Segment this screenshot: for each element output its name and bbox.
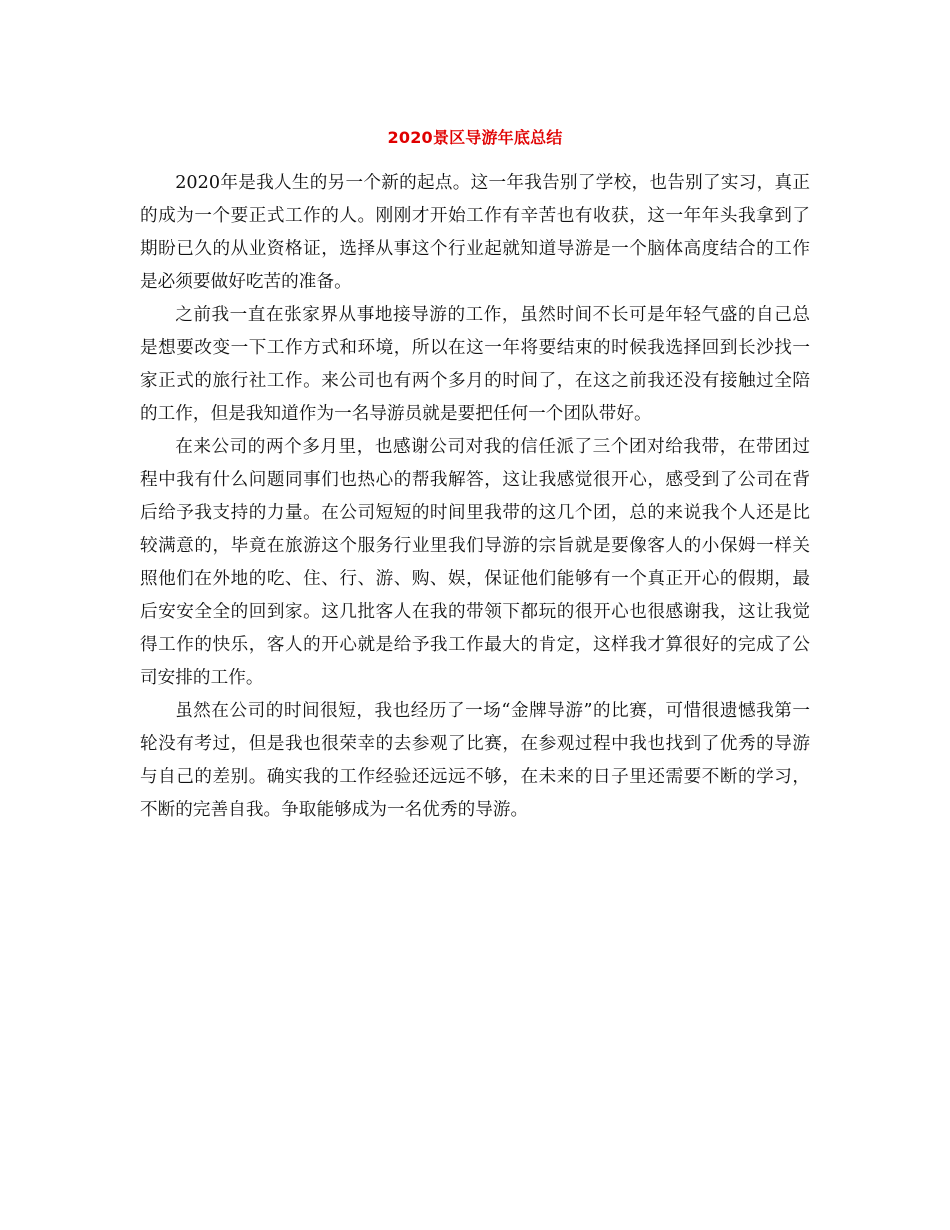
paragraph-3: 在来公司的两个多月里，也感谢公司对我的信任派了三个团对给我带，在带团过程中我有什么问题同事们也热心的帮我解答，这让我感觉很开心，感受到了公司在背后给予我支持的力量。在公司短短的时间里我带的这几个团，总的来说我个人还是比较满意的，毕竟在旅游这个服务行业里我们导游的宗旨就是要像客人的小保姆一样关照他们在外地的吃、住、行、游、购、娱，保证他们能够有一个真正开心的假期，最后安安全全的回到家。这几批客人在我的带领下都玩的很开心也很感谢我，这让我觉得工作的快乐，客人的开心就是给予我工作最大的肯定，这样我才算很好的完成了公司安排的工作。 (140, 437, 810, 688)
paragraph-4: 虽然在公司的时间很短，我也经历了一场“金牌导游”的比赛，可惜很遗憾我第一轮没有考过，但是我也很荣幸的去参观了比赛，在参观过程中我也找到了优秀的导游与自己的差别。确实我的工作经验还远远不够，在未来的日子里还需要不断的学习，不断的完善自我。争取能够成为一名优秀的导游。 (140, 701, 810, 820)
document-title: 2020景区导游年底总结 (387, 128, 563, 147)
document-body (140, 167, 810, 827)
paragraph-2: 之前我一直在张家界从事地接导游的工作，虽然时间不长可是年轻气盛的自己总是想要改变一下工作方式和环境，所以在这一年将要结束的时候我选择回到长沙找一家正式的旅行社工作。来公司也有两个多月的时间了，在这之前我还没有接触过全陪的工作，但是我知道作为一名导游员就是要把任何一个团队带好。 (140, 305, 810, 424)
paragraph-1: 2020年是我人生的另一个新的起点。这一年我告别了学校，也告别了实习，真正的成为一个要正式工作的人。刚刚才开始工作有辛苦也有收获，这一年年头我拿到了期盼已久的从业资格证，选择从事这个行业起就知道导游是一个脑体高度结合的工作是必须要做好吃苦的准备。 (140, 173, 810, 292)
